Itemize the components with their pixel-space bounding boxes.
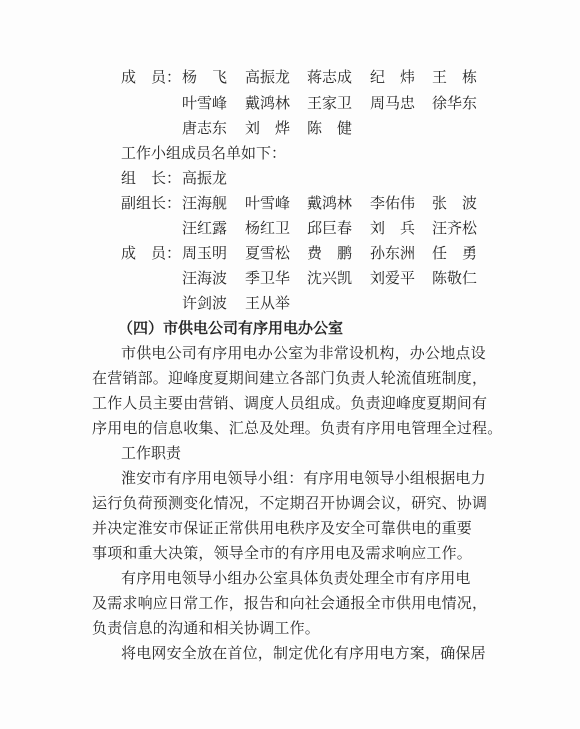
member-name: 蒋志成 [307, 68, 353, 86]
paragraph-line: 工作人员主要由营销、调度人员组成。负责迎峰度夏期间有 [92, 394, 488, 412]
paragraph-line: 在营销部。迎峰度夏期间建立各部门负责人轮流值班制度， [92, 369, 488, 387]
deputy-name: 张 波 [432, 194, 478, 212]
paragraph-line: 市供电公司有序用电办公室为非常设机构，办公地点设 [121, 344, 486, 362]
deputy-name: 汪海舰 [182, 194, 228, 212]
paragraph-line: 有序用电领导小组办公室具体负责处理全市有序用电 [121, 569, 471, 587]
leader-name: 高振龙 [182, 169, 228, 187]
paragraph-line: 序用电的信息收集、汇总及处理。负责有序用电管理全过程。 [92, 419, 503, 437]
deputy-name: 邱巨春 [307, 219, 353, 237]
leader-label: 组 长： [121, 169, 182, 187]
paragraph-line: 事项和重大决策，领导全市的有序用电及需求响应工作。 [92, 544, 473, 562]
deputy-name: 杨红卫 [245, 219, 291, 237]
member-name: 周玉明 [182, 244, 228, 262]
paragraph-line: 淮安市有序用电领导小组：有序用电领导小组根据电力 [121, 469, 486, 487]
member-name: 季卫华 [245, 269, 291, 287]
member-name: 周马忠 [370, 94, 416, 112]
member-name: 纪 炜 [370, 68, 416, 86]
member-name: 王从举 [245, 294, 291, 312]
member-name: 叶雪峰 [182, 94, 228, 112]
member-name: 许剑波 [182, 294, 228, 312]
deputy-name: 戴鸿林 [307, 194, 353, 212]
member-name: 孙东洲 [370, 244, 416, 262]
deputy-name: 李佑伟 [370, 194, 416, 212]
member-name: 陈 健 [307, 119, 353, 137]
duties-title: 工作职责 [121, 444, 182, 462]
member-name: 王 栋 [432, 68, 478, 86]
working-group-intro: 工作小组成员名单如下： [121, 144, 287, 162]
member-name: 唐志东 [182, 119, 228, 137]
paragraph-line: 运行负荷预测变化情况，不定期召开协调会议，研究、协调 [92, 494, 488, 512]
member-name: 费 鹏 [307, 244, 353, 262]
member-name: 刘爱平 [370, 269, 416, 287]
deputy-name: 刘 兵 [370, 219, 416, 237]
member-name: 任 勇 [432, 244, 478, 262]
deputy-name: 汪红露 [182, 219, 228, 237]
member-name: 刘 烨 [245, 119, 291, 137]
section-heading: （四）市供电公司有序用电办公室 [118, 319, 344, 337]
member-label: 成 员： [121, 68, 182, 86]
member-name: 高振龙 [245, 68, 291, 86]
member-name: 陈敬仁 [432, 269, 478, 287]
deputy-name: 汪齐松 [432, 219, 478, 237]
paragraph-line: 负责信息的沟通和相关协调工作。 [92, 619, 321, 637]
member-name: 戴鸿林 [245, 94, 291, 112]
deputy-label: 副组长： [121, 194, 182, 212]
member-name: 汪海波 [182, 269, 228, 287]
member-name: 杨 飞 [182, 68, 228, 86]
paragraph-line: 将电网安全放在首位，制定优化有序用电方案，确保居 [121, 644, 486, 662]
paragraph-line: 及需求响应日常工作，报告和向社会通报全市供用电情况， [92, 594, 488, 612]
deputy-name: 叶雪峰 [245, 194, 291, 212]
member-name: 沈兴凯 [307, 269, 353, 287]
member-name: 夏雪松 [245, 244, 291, 262]
paragraph-line: 并决定淮安市保证正常供用电秩序及安全可靠供电的重要 [92, 519, 473, 537]
member-name: 徐华东 [432, 94, 478, 112]
member-name: 王家卫 [307, 94, 353, 112]
member-label: 成 员： [121, 244, 182, 262]
